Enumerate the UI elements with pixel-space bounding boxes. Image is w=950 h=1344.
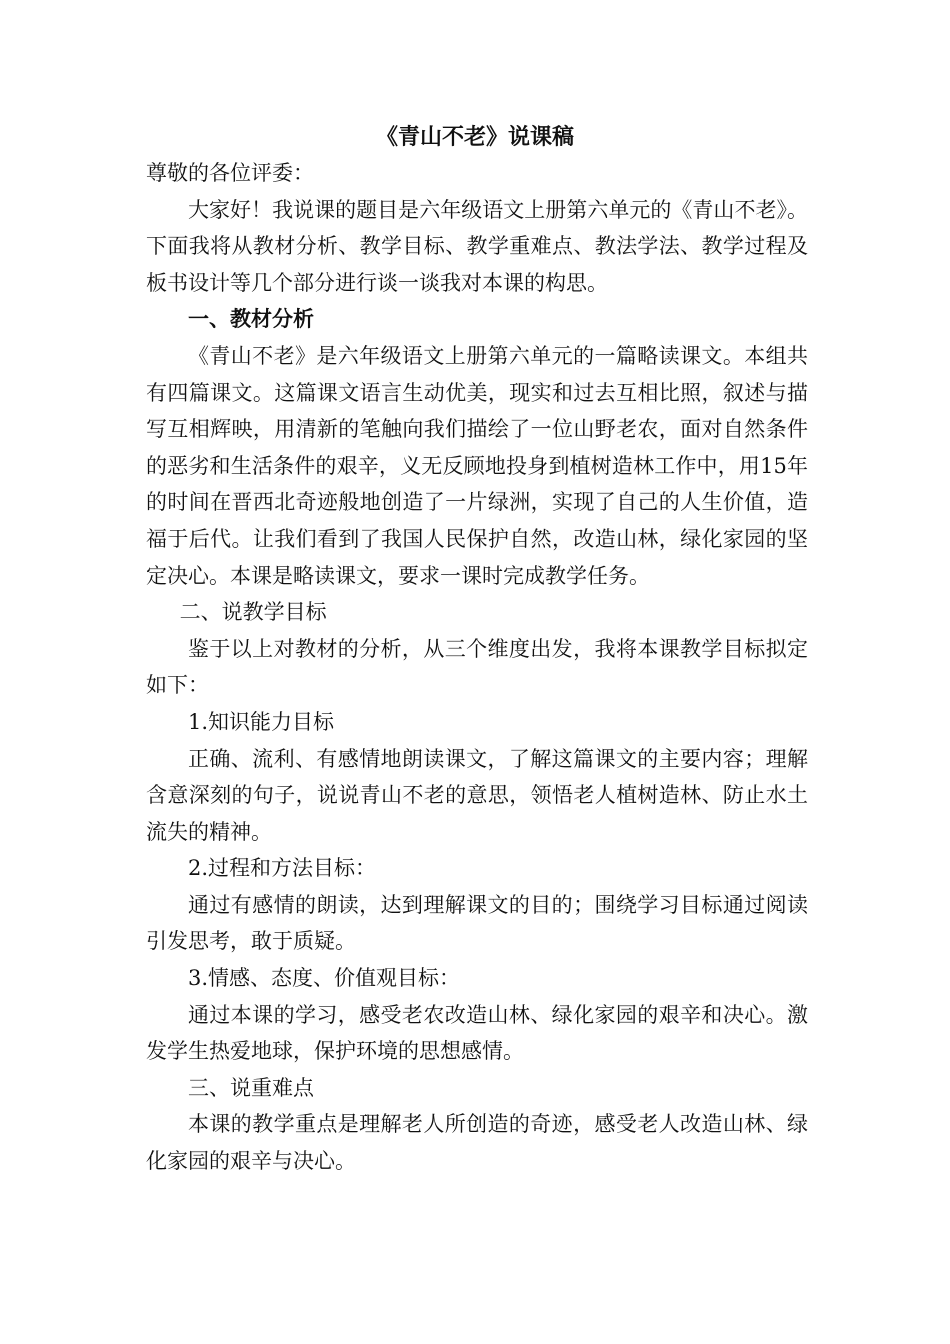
salutation: 尊敬的各位评委： bbox=[146, 161, 314, 185]
document-title: 《青山不老》说课稿 bbox=[375, 124, 574, 150]
section-heading-key-points: 三、说重难点 bbox=[188, 1075, 314, 1100]
paragraph-knowledge-goal: 正确、流利、有感情地朗读课文，了解这篇课文的主要内容；理解含意深刻的句子，说说青山不老的意思，领悟老人植树造林、防止水土流失的精神。 bbox=[146, 746, 808, 844]
paragraph-process-goal: 通过有感情的朗读，达到理解课文的目的；围绕学习目标通过阅读引发思考，敢于质疑。 bbox=[146, 892, 808, 954]
paragraph-goals-intro: 鉴于以上对教材的分析，从三个维度出发，我将本课教学目标拟定如下： bbox=[146, 636, 808, 698]
subheading-emotion-goal: 3.情感、态度、价值观目标： bbox=[188, 966, 461, 991]
subheading-knowledge-goal: 1.知识能力目标 bbox=[188, 709, 335, 734]
subheading-process-goal: 2.过程和方法目标： bbox=[188, 856, 377, 881]
paragraph-intro: 大家好！我说课的题目是六年级语文上册第六单元的《青山不老》。下面我将从教材分析、教学目标、教学重难点、教法学法、教学过程及板书设计等几个部分进行谈一谈我对本课的构思。 bbox=[146, 197, 808, 295]
paragraph-emotion-goal: 通过本课的学习，感受老农改造山林、绿化家园的艰辛和决心。激发学生热爱地球，保护环境的思想感情。 bbox=[146, 1002, 808, 1064]
document-body bbox=[146, 155, 808, 1180]
paragraph-textbook-analysis: 《青山不老》是六年级语文上册第六单元的一篇略读课文。本组共有四篇课文。这篇课文语言生动优美，现实和过去互相比照，叙述与描写互相辉映，用清新的笔触向我们描绘了一位山野老农，面对自然条件的恶劣和生活条件的艰辛，义无反顾地投身到植树造林工作中，用15年的时间在晋西北奇迹般地创造了一片绿洲，实现了自己的人生价值，造福于后代。让我们看到了我国人民保护自然，改造山林，绿化家园的坚定决心。本课是略读课文，要求一课时完成教学任务。 bbox=[146, 343, 808, 588]
section-heading-teaching-goals: 二、说教学目标 bbox=[179, 600, 327, 625]
section-heading-textbook-analysis: 一、教材分析 bbox=[188, 306, 314, 332]
paragraph-key-points: 本课的教学重点是理解老人所创造的奇迹，感受老人改造山林、绿化家园的艰辛与决心。 bbox=[146, 1112, 808, 1174]
